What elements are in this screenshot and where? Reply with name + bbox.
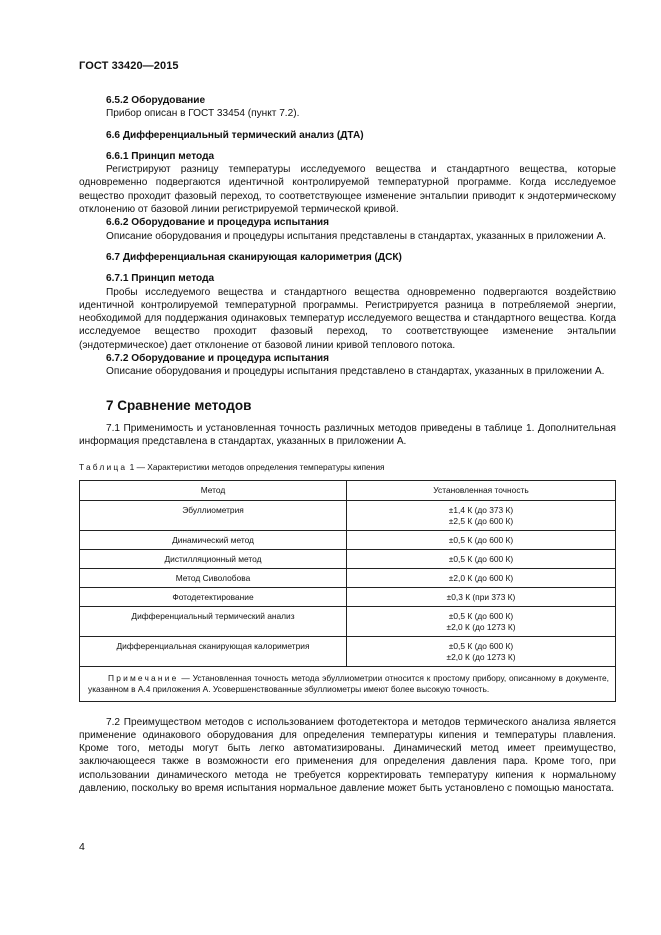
table-note [80,666,616,701]
section-6-6-1-title: 6.6.1 Принцип метода [106,150,215,162]
document-header: ГОСТ 33420—2015 [79,60,179,72]
table-row [80,549,616,568]
section-6-7-1-text: Пробы исследуемого вещества и стандартного вещества одновременно подвергаются воздействию идентичной контролируемой температурной программы. Регистрируется разница в потребляемой энергии, необходимой для поддержания одинаковых температур исследуемого вещества и стандартного вещества. Когда исследуемое вещество проходит фазовый переход, то соответствующее изменение энтальпии (эндотермическое) дает отклонение от базовой линии кривой теплового потока. [79,286,616,351]
accuracy-cell [347,530,616,549]
section-6-7-2-text: Описание оборудования и процедуры испытания представлено в стандартах, указанных в приложении А. [106,366,605,378]
accuracy-line: ±2,0 К (до 1273 К) [446,621,516,632]
accuracy-cell [347,568,616,587]
section-6-6-2-title: 6.6.2 Оборудование и процедура испытания [106,217,330,229]
note-text: — Установленная точность метода эбуллиометрии относится к простому прибору, описанному в документе, указанном в А.4 приложения А. Усовершенствованные эбуллиометры имеют более высокую точность. [88,672,609,694]
method-cell: Дифференциальная сканирующая калориметрия [80,636,347,666]
method-cell: Дифференциальный термический анализ [80,606,347,636]
section-6-5-2-text: Прибор описан в ГОСТ 33454 (пункт 7.2). [106,108,300,120]
accuracy-line: ±0,5 К (до 600 К) [448,640,514,651]
note-label: Примечание [108,672,179,683]
section-6-7-2-title: 6.7.2 Оборудование и процедура испытания [106,353,330,365]
section-7-2-text: 7.2 Преимуществом методов с использованием фотодетектора и методов термического анализа является применение одинакового оборудования для определения температуры кипения и температуры плавления. Кроме того, методы могут быть легко автоматизированы. Динамический метод имеет преимущество, заключающееся также в возможности его применения для определения давления пара. Кроме того, при использовании динамического метода не требуется корректировать температуру кипения к нормальному давлению, поскольку во время испытания нормальное давление может быть установлено с помощью маностата. [79,716,616,795]
section-6-6-1-text: Регистрируют разницу температуры исследуемого вещества и стандартного вещества, которые одновременно подвергаются идентичной контролируемой температурной программе. Когда исследуемое вещество проходит фазовый переход, то соответствующее изменение энтальпии приводит к эндотермическому отклонению от базовой линии регистрируемой термической кривой. [79,164,616,216]
method-cell: Фотодетектирование [80,587,347,606]
section-7-1-text: 7.1 Применимость и установленная точность различных методов приведены в таблице 1. Дополнительная информация представлена в стандартах, указанных в приложении А. [79,422,616,447]
column-header-accuracy: Установленная точность [347,480,616,500]
table-row [80,587,616,606]
table-caption-label: Таблица [79,462,128,473]
section-6-6-2-text: Описание оборудования и процедуры испытания представлены в стандартах, указанных в приложении А. [106,230,607,242]
accuracy-line: ±2,5 К (до 600 К) [448,515,514,526]
accuracy-cell [347,587,616,606]
method-cell: Метод Сиволобова [80,568,347,587]
column-header-method: Метод [80,480,347,500]
page-content [79,94,616,795]
accuracy-cell [347,549,616,568]
section-6-5-2-title: 6.5.2 Оборудование [106,95,206,106]
table-row [80,636,616,666]
accuracy-line: ±2,0 К (до 600 К) [448,572,514,583]
table-caption-text: 1 — Характеристики методов определения температуры кипения [129,462,385,473]
methods-table [79,480,616,702]
accuracy-line: ±2,0 К (до 1273 К) [446,651,516,662]
method-cell: Эбуллиометрия [80,500,347,530]
table-row [80,606,616,636]
section-6-7-title: 6.7 Дифференциальная сканирующая калориметрия (ДСК) [106,251,402,263]
page-number: 4 [79,841,85,853]
accuracy-line: ±0,5 К (до 600 К) [448,610,514,621]
section-6-6-title: 6.6 Дифференциальный термический анализ (ДТА) [106,129,364,141]
table-header-row [80,480,616,500]
section-6-7-1-title: 6.7.1 Принцип метода [106,273,215,285]
table-caption [79,461,616,474]
accuracy-cell [347,606,616,636]
accuracy-cell [347,500,616,530]
accuracy-cell [347,636,616,666]
accuracy-line: ±0,5 К (до 600 К) [448,534,514,545]
method-cell: Динамический метод [80,530,347,549]
table-note-row [80,666,616,701]
table-row [80,500,616,530]
table-row [80,530,616,549]
accuracy-line: ±0,3 К (при 373 К) [446,591,516,602]
accuracy-line: ±1,4 К (до 373 К) [448,504,514,515]
table-row [80,568,616,587]
accuracy-line: ±0,5 К (до 600 К) [448,553,514,564]
section-7-title: 7 Сравнение методов [106,397,252,413]
method-cell: Дистилляционный метод [80,549,347,568]
